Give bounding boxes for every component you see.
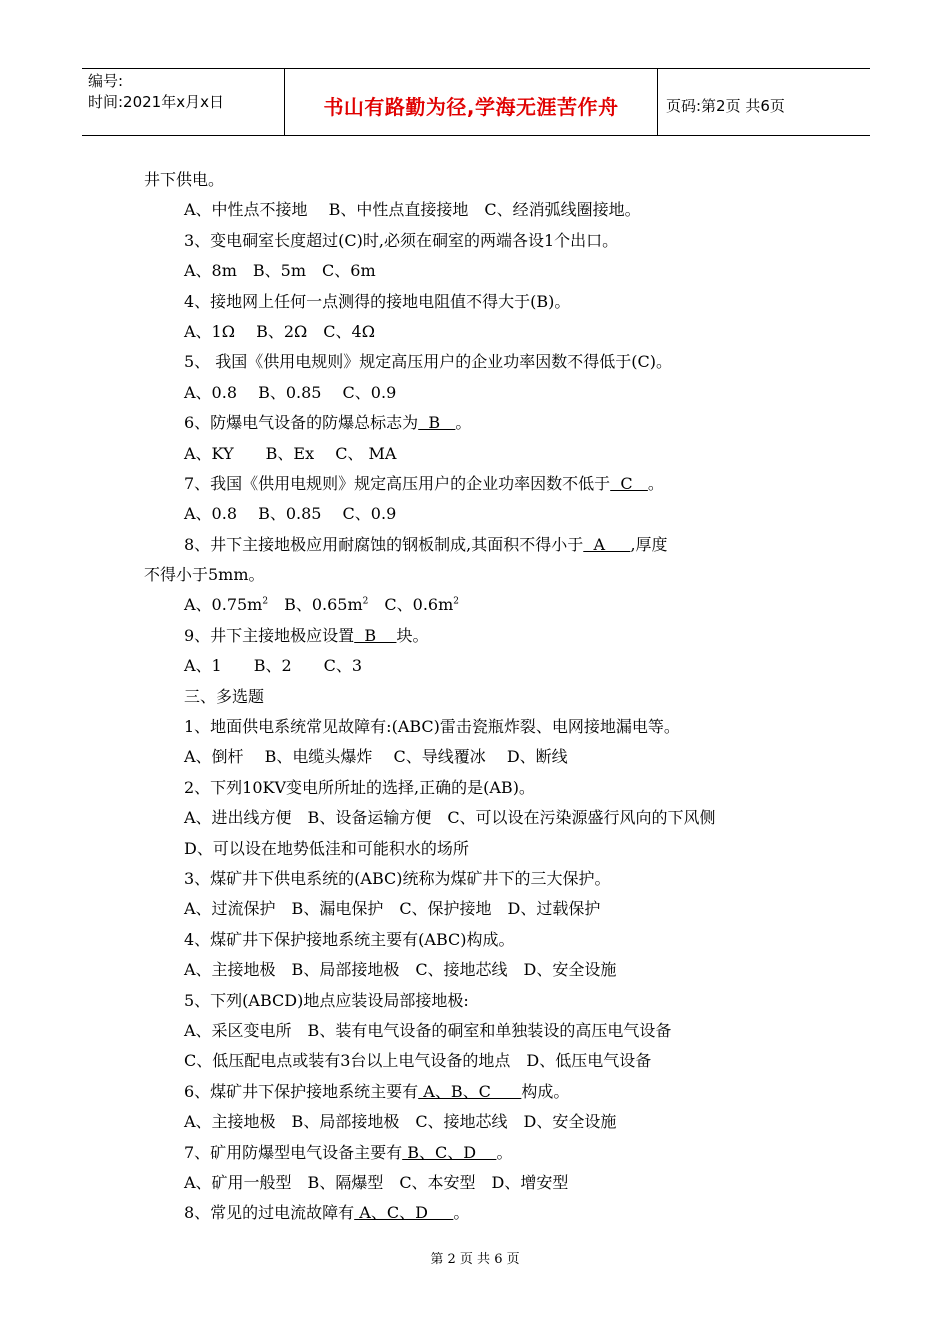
text-line: A、0.8 B、0.85 C、0.9 — [184, 382, 397, 402]
question-text-end: 块。 — [396, 625, 429, 645]
text-line: 3、变电硐室长度超过(C)时,必须在硐室的两端各设1个出口。 — [184, 230, 619, 250]
text-line: A、矿用一般型 B、隔爆型 C、本安型 D、增安型 — [184, 1172, 569, 1192]
question-text: 6、煤矿井下保护接地系统主要有 — [184, 1081, 419, 1101]
question-text: 7、我国《供用电规则》规定高压用户的企业功率因数不低于 — [184, 473, 611, 493]
answer-blank: B — [354, 625, 397, 645]
text-line: A、主接地极 B、局部接地极 C、接地芯线 D、安全设施 — [184, 960, 617, 980]
question-text-end: 。 — [647, 473, 664, 493]
question-text-end: 。 — [453, 1203, 470, 1223]
page-footer: 第 2 页 共 6 页 — [430, 1252, 520, 1267]
text-line: A、采区变电所 B、装有电气设备的硐室和单独装设的高压电气设备 — [184, 1020, 672, 1040]
text-line — [144, 469, 824, 499]
answer-blank: A、C、D — [354, 1203, 454, 1223]
text-line — [144, 1138, 824, 1168]
question-text: 7、矿用防爆型电气设备主要有 — [184, 1142, 403, 1162]
text-line: 井下供电。 — [144, 170, 225, 189]
question-text-end: ,厚度 — [630, 534, 668, 554]
text-line — [144, 1077, 824, 1107]
question-text: 9、井下主接地极应设置 — [184, 625, 355, 645]
text-line: 5、下列(ABCD)地点应装设局部接地极: — [184, 990, 469, 1010]
text-line: 三、多选题 — [184, 686, 265, 706]
answer-blank: C — [610, 473, 648, 493]
question-text: 8、常见的过电流故障有 — [184, 1203, 355, 1223]
text-line: 不得小于5mm。 — [144, 565, 265, 585]
text-line: A、$0.75m^2$ B、$0.65m^2$ C、$0.6m^2$ — [184, 595, 459, 615]
motto: 书山有路勤为径,学海无涯苦作舟 — [284, 69, 658, 135]
text-line: 4、接地网上任何一点测得的接地电阻值不得大于(B)。 — [184, 291, 571, 311]
text-line — [144, 408, 824, 438]
document-body — [144, 165, 824, 1229]
text-line: A、KY B、Ex C、 MA — [184, 443, 397, 463]
document-header — [82, 68, 870, 136]
text-line: A、8m B、5m C、6m — [184, 261, 376, 281]
answer-blank: B、C、D — [402, 1142, 497, 1162]
text-line: A、1Ω B、2Ω C、4Ω — [184, 321, 375, 341]
text-line — [144, 621, 824, 651]
text-line: C、低压配电点或装有3台以上电气设备的地点 D、低压电气设备 — [184, 1051, 652, 1071]
answer-blank: B — [418, 413, 456, 433]
question-text-end: 。 — [496, 1142, 513, 1162]
page-indicator: 页码:第2页 共6页 — [666, 96, 785, 115]
text-line: 2、下列10KV变电所所址的选择,正确的是(AB)。 — [184, 777, 535, 797]
text-line: A、倒杆 B、电缆头爆炸 C、导线覆冰 D、断线 — [184, 747, 568, 767]
text-line: A、1 B、2 C、3 — [184, 656, 363, 676]
question-text: 8、井下主接地极应用耐腐蚀的钢板制成,其面积不得小于 — [184, 534, 584, 554]
question-text-end: 构成。 — [521, 1081, 570, 1101]
text-line: 4、煤矿井下保护接地系统主要有(ABC)构成。 — [184, 929, 515, 949]
text-line: A、0.8 B、0.85 C、0.9 — [184, 504, 397, 524]
text-line: A、过流保护 B、漏电保护 C、保护接地 D、过载保护 — [184, 899, 601, 919]
number-label: 编号: — [88, 72, 124, 90]
answer-blank: A — [583, 534, 631, 554]
question-text-end: 。 — [455, 413, 472, 433]
text-line: A、进出线方便 B、设备运输方便 C、可以设在污染源盛行风向的下风侧 — [184, 808, 716, 828]
text-line: 5、 我国《供用电规则》规定高压用户的企业功率因数不得低于(C)。 — [184, 352, 672, 372]
text-line — [144, 530, 824, 560]
text-line: D、可以设在地势低洼和可能积水的场所 — [184, 838, 469, 858]
text-line: A、主接地极 B、局部接地极 C、接地芯线 D、安全设施 — [184, 1112, 617, 1132]
time-label: 时间:2021年x月x日 — [88, 93, 224, 111]
text-line: 3、煤矿井下供电系统的(ABC)统称为煤矿井下的三大保护。 — [184, 868, 611, 888]
answer-blank: A、B、C — [418, 1081, 522, 1101]
text-line: 1、地面供电系统常见故障有:(ABC)雷击瓷瓶炸裂、电网接地漏电等。 — [184, 717, 680, 737]
text-line — [144, 1198, 824, 1228]
header-meta — [82, 69, 284, 135]
question-text: 6、防爆电气设备的防爆总标志为 — [184, 413, 419, 433]
text-line: A、中性点不接地 B、中性点直接接地 C、经消弧线圈接地。 — [184, 200, 641, 220]
